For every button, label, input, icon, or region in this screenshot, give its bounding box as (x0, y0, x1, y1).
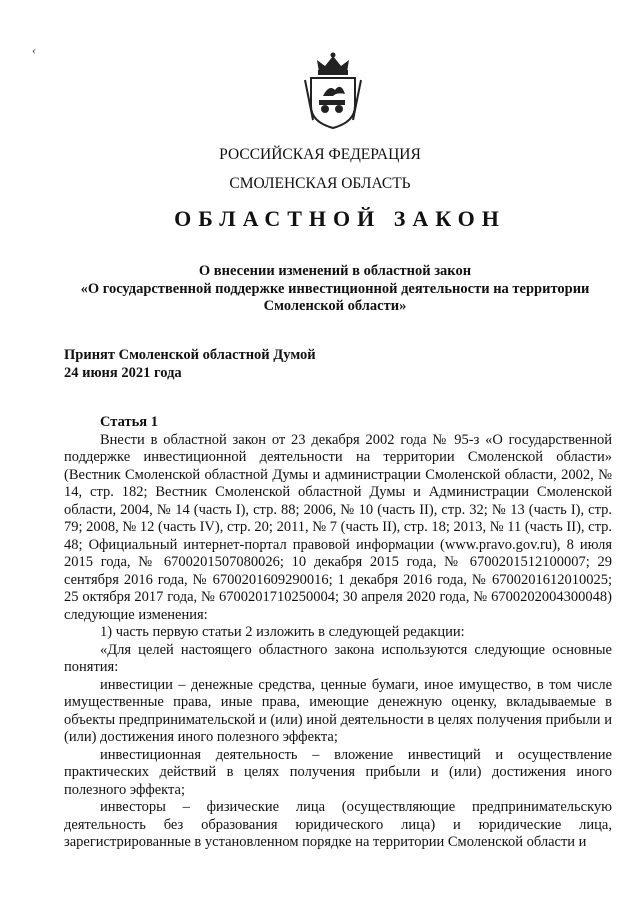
subject-line: О внесении изменений в областной закон (198, 263, 472, 279)
adoption-date: 24 июня 2021 года (64, 364, 182, 381)
paragraph: 1) часть первую статьи 2 изложить в следующей редакции: (100, 624, 465, 640)
law-subject (60, 263, 610, 316)
coat-of-arms-emblem (303, 50, 363, 130)
coat-of-arms-icon (303, 50, 363, 130)
adoption-info (64, 347, 316, 382)
paragraph: Внести в областной закон от 23 декабря 2002 года № 95-з «О государственной поддержке инвестиционной деятельности на территории Смоленской области» (Вестник Смоленской областной Думы и администрации Смоленской области, 2002, № 14, стр. 182; Вестник Смоленской областной Думы и Администрации Смоленской области, 2004, № 14 (часть I), стр. 88; 2006, № 10 (часть II), стр. 32; № 13 (часть I), стр. 79; 2008, № 12 (часть IV), стр. 20; 2011, № 7 (часть II), стр. 18; 2013, № 11 (часть II), стр. 48; Официальный интернет-портал правовой информации (www.pravo.gov.ru), 8 июля 2015 года, № 6700201507080026; 10 декабря 2015 года, № 6700201512100007; 29 сентября 2016 года, № 6700201609290016; 1 декабря 2016 года, № 6700201612010025; 25 октября 2017 года, № 6700201710250004; 30 апреля 2020 года, № 6700202004300048) следующие изменения: (64, 431, 612, 623)
subject-line: Смоленской области» (263, 298, 407, 314)
paragraph: инвестиции – денежные средства, ценные бумаги, иное имущество, в том числе имущественные права, иные права, имеющие денежную оценку, вкладываемые в объекты предпринимательской и (или) иной деятельности в целях получения прибыли и (или) достижения иного полезного эффекта; (64, 676, 612, 745)
adopted-by: Принят Смоленской областной Думой (64, 347, 316, 363)
document-body (64, 414, 612, 852)
margin-mark: ‹ (32, 42, 37, 57)
paragraph: инвестиционная деятельность – вложение инвестиций и осуществление практических действий в целях получения прибыли и (или) достижения иного полезного эффекта; (64, 746, 612, 798)
document-type-title: ОБЛАСТНОЙ ЗАКОН (174, 206, 506, 231)
region-name: СМОЛЕНСКАЯ ОБЛАСТЬ (229, 175, 411, 192)
paragraph: «Для целей настоящего областного закона используются следующие основные понятия: (64, 641, 612, 675)
country-name: РОССИЙСКАЯ ФЕДЕРАЦИЯ (219, 146, 421, 163)
subject-line: «О государственной поддержке инвестиционной деятельности на территории (80, 280, 590, 297)
article-title: Статья 1 (100, 414, 158, 430)
paragraph: инвесторы – физические лица (осуществляющие предпринимательскую деятельность без образования юридического лица) и юридические лица, зарегистрированные в установленном порядке на территории Смоленской области и (64, 799, 612, 850)
